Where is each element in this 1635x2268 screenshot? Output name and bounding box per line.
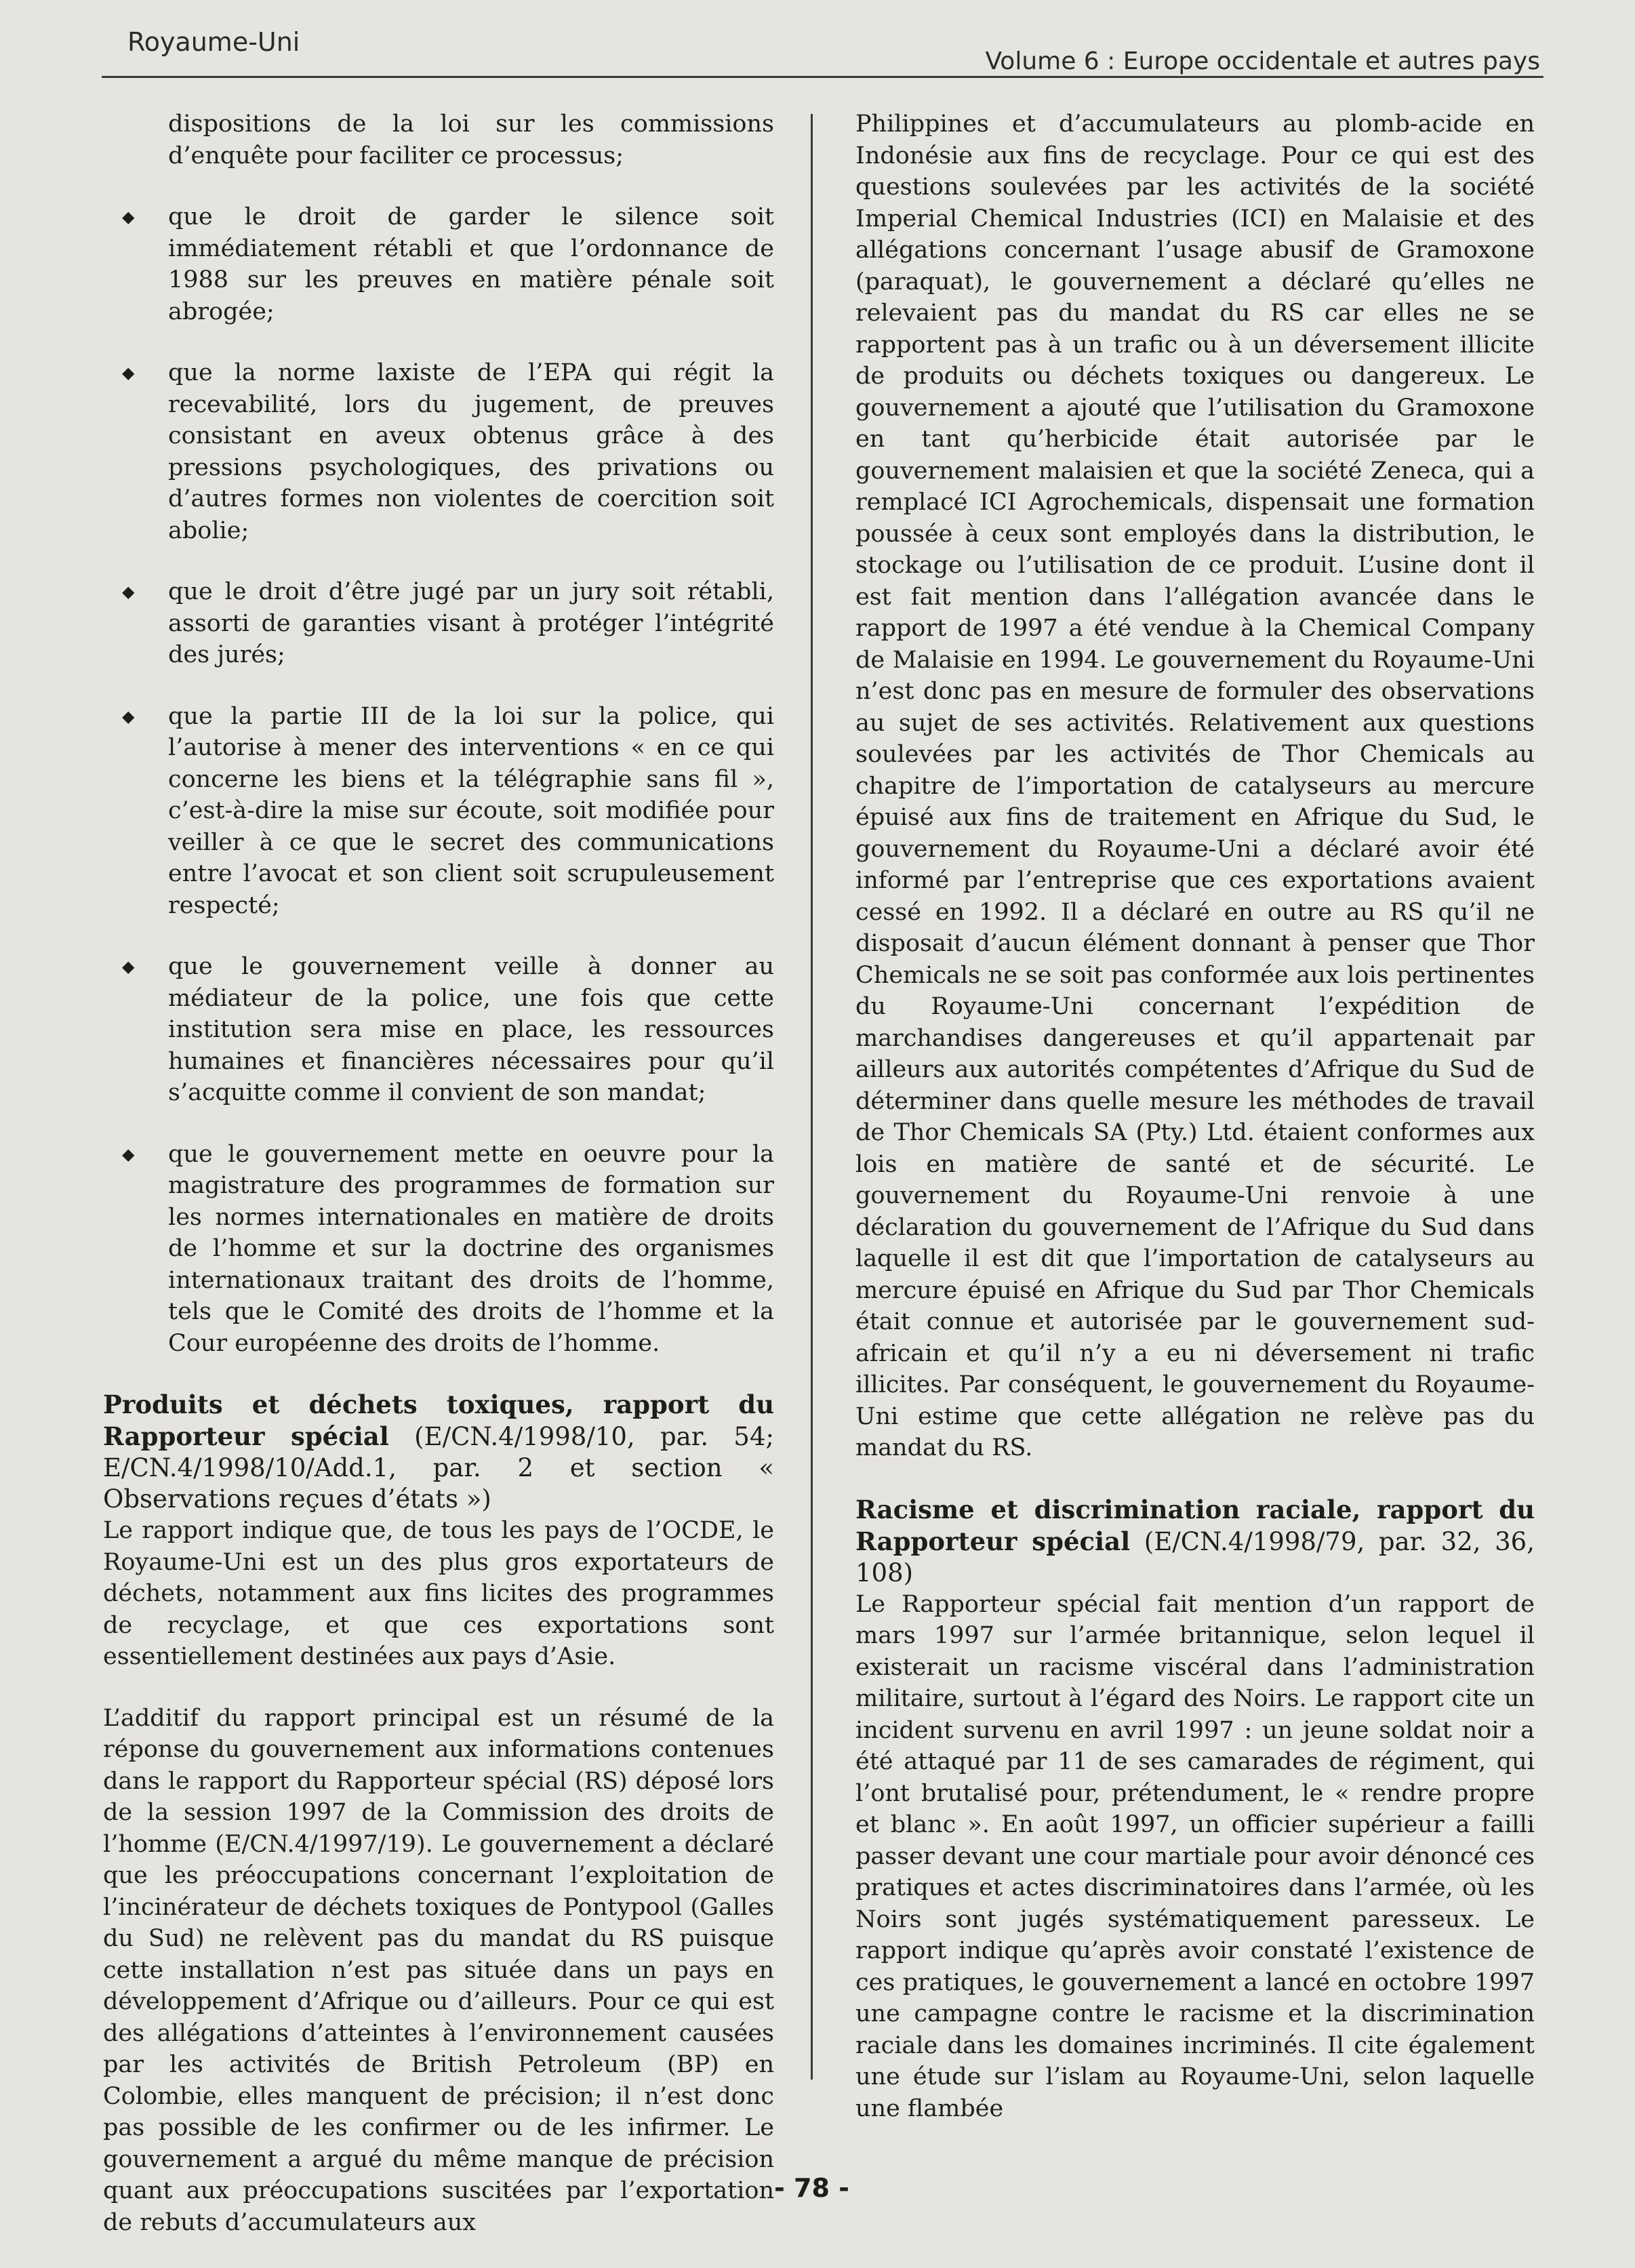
page-number: - 78 - [774, 2173, 849, 2203]
diamond-bullet-icon: ◆ [122, 1144, 135, 1164]
list-item-text: que le gouvernement veille à donner au médiateur de la police, une fois que cette institution sera mise en place, les ressources humaines et financières nécessaires pour qu’il s’acquitte comme il convient de son mandat; [168, 953, 774, 1106]
list-item-text: que le droit de garder le silence soit immédiatement rétabli et que l’ordonnance de 1988 sur les preuves en matière pénale soit abrogée; [168, 203, 774, 325]
list-item-text: que la partie III de la loi sur la police, qui l’autorise à mener des interventions « en ce qui concerne les biens et la télégraphie sans fil », c’est-à-dire la mise sur écoute, soit modifiée pour veiller à ce que le secret des communications entre l’avocat et son client soit scrupuleusement respecté; [168, 702, 774, 919]
list-item [103, 701, 774, 922]
section-heading-reference: (E/CN.4/1998/10, par. 54; E/CN.4/1998/10/Add.1, par. 2 et section « Observations reçues d’états ») [103, 1422, 774, 1514]
body-paragraph: L’additif du rapport principal est un résumé de la réponse du gouvernement aux informations contenues dans le rapport du Rapporteur spécial (RS) déposé lors de la session 1997 de la Commission des droits de l’homme (E/CN.4/1997/19). Le gouvernement a déclaré que les préoccupations concernant l’exploitation de l’incinérateur de déchets toxiques de Pontypool (Galles du Sud) ne relèvent pas du mandat du RS puisque cette installation n’est pas située dans un pays en développement d’Afrique ou d’ailleurs. Pour ce qui est des allégations d’atteintes à l’environnement causées par les activités de British Petroleum (BP) en Colombie, elles manquent de précision; il n’est donc pas possible de les confirmer ou de les infirmer. Le gouvernement a argué du même manque de précision quant aux préoccupations suscitées par l’exportation de rebuts d’accumulateurs aux [103, 1704, 774, 2236]
section-heading-racism [855, 1494, 1535, 1589]
column-divider [811, 114, 813, 2080]
header-rule [102, 76, 1543, 78]
list-item-text: que le droit d’être jugé par un jury soit rétabli, assorti de garanties visant à protéger l’intégrité des jurés; [168, 578, 774, 668]
diamond-bullet-icon: ◆ [122, 582, 135, 601]
body-paragraph: Le rapport indique que, de tous les pays de l’OCDE, le Royaume-Uni est un des plus gros exportateurs de déchets, notamment aux fins licites des programmes de recyclage, et que ces exportations sont essentiellement destinées aux pays d’Asie. [103, 1517, 774, 1670]
running-header-volume: Volume 6 : Europe occidentale et autres pays [985, 47, 1540, 75]
list-item [103, 1139, 774, 1360]
running-header-country: Royaume-Uni [127, 27, 300, 57]
recommendations-list [103, 201, 774, 1359]
body-paragraph: Philippines et d’accumulateurs au plomb-acide en Indonésie aux fins de recyclage. Pour ce qui est des questions soulevées par les activités de la société Imperial Chemical Industries (ICI) en Malaisie et des allégations concernant l’usage abusif de Gramoxone (paraquat), le gouvernement a déclaré qu’elles ne relevaient pas du mandat du RS car elles ne se rapportent pas à un trafic ou à un déversement illicite de produits ou déchets toxiques ou dangereux. Le gouvernement a ajouté que l’utilisation du Gramoxone en tant qu’herbicide était autorisée par le gouvernement malaisien et que la société Zeneca, qui a remplacé ICI Agrochemicals, dispensait une formation poussée à ceux sont employés dans la distribution, le stockage ou l’utilisation de ce produit. L’usine dont il est fait mention dans l’allégation avancée dans le rapport de 1997 a été vendue à la Chemical Company de Malaisie en 1994. Le gouvernement du Royaume-Uni n’est donc pas en mesure de formuler des observations au sujet de ses activités. Relativement aux questions soulevées par les activités de Thor Chemicals au chapitre de l’importation de catalyseurs au mercure épuisé aux fins de traitement en Afrique du Sud, le gouvernement du Royaume-Uni a déclaré avoir été informé par l’entreprise que ces exportations avaient cessé en 1992. Il a déclaré en outre au RS qu’il ne disposait d’aucun élément donnant à penser que Thor Chemicals ne se soit pas conformée aux lois pertinentes du Royaume-Uni concernant l’expédition de marchandises dangereuses et qu’il appartenait par ailleurs aux autorités compétentes d’Afrique du Sud de déterminer dans quelle mesure les méthodes de travail de Thor Chemicals SA (Pty.) Ltd. étaient conformes aux lois en matière de santé et de sécurité. Le gouvernement du Royaume-Uni renvoie à une déclaration du gouvernement de l’Afrique du Sud dans laquelle il est dit que l’importation de catalyseurs au mercure épuisé en Afrique du Sud par Thor Chemicals était connue et autorisée par le gouvernement sud-africain et qu’il n’y a eu ni déversement ni trafic illicites. Par conséquent, le gouvernement du Royaume-Uni estime que cette allégation ne relève pas du mandat du RS. [855, 110, 1535, 1461]
section-heading-toxic-waste [103, 1389, 774, 1515]
intro-continuation: dispositions de la loi sur les commissions d’enquête pour faciliter ce processus; [168, 110, 774, 169]
list-item-text: que la norme laxiste de l’EPA qui régit la recevabilité, lors du jugement, de preuves consistant en aveux obtenus grâce à des pressions psychologiques, des privations ou d’autres formes non violentes de coercition soit abolie; [168, 359, 774, 544]
right-column [855, 108, 1535, 2154]
diamond-bullet-icon: ◆ [122, 207, 135, 226]
section-heading-reference: (E/CN.4/1998/79, par. 32, 36, 108) [855, 1526, 1535, 1587]
diamond-bullet-icon: ◆ [122, 957, 135, 976]
list-item-text: que le gouvernement mette en oeuvre pour la magistrature des programmes de formation sur les normes internationales en matière de droits de l’homme et sur la doctrine des organismes internationaux traitant des droits de l’homme, tels que le Comité des droits de l’homme et la Cour européenne des droits de l’homme. [168, 1140, 774, 1357]
list-item [103, 576, 774, 671]
left-column [103, 108, 774, 2268]
list-item [103, 951, 774, 1109]
section-heading-title: Produits et déchets toxiques, rapport du Rapporteur spécial [103, 1390, 774, 1451]
section-heading-title: Racisme et discrimination raciale, rapport du Rapporteur spécial [855, 1494, 1535, 1556]
diamond-bullet-icon: ◆ [122, 363, 135, 382]
body-paragraph: Le Rapporteur spécial fait mention d’un rapport de mars 1997 sur l’armée britannique, selon lequel il existerait un racisme viscéral dans l’administration militaire, surtout à l’égard des Noirs. Le rapport cite un incident survenu en avril 1997 : un jeune soldat noir a été attaqué par 11 de ses camarades de régiment, qui l’ont brutalisé pour, prétendument, le « rendre propre et blanc ». En août 1997, un officier supérieur a failli passer devant une cour martiale pour avoir dénoncé ces pratiques et actes discriminatoires dans l’armée, où les Noirs sont jugés systématiquement paresseux. Le rapport indique qu’après avoir constaté l’existence de ces pratiques, le gouvernement a lancé en octobre 1997 une campagne contre le racisme et la discrimination raciale dans les domaines incriminés. Il cite également une étude sur l’islam au Royaume-Uni, selon laquelle une flambée [855, 1590, 1535, 2122]
list-item [103, 201, 774, 327]
diamond-bullet-icon: ◆ [122, 706, 135, 726]
list-item [103, 357, 774, 546]
